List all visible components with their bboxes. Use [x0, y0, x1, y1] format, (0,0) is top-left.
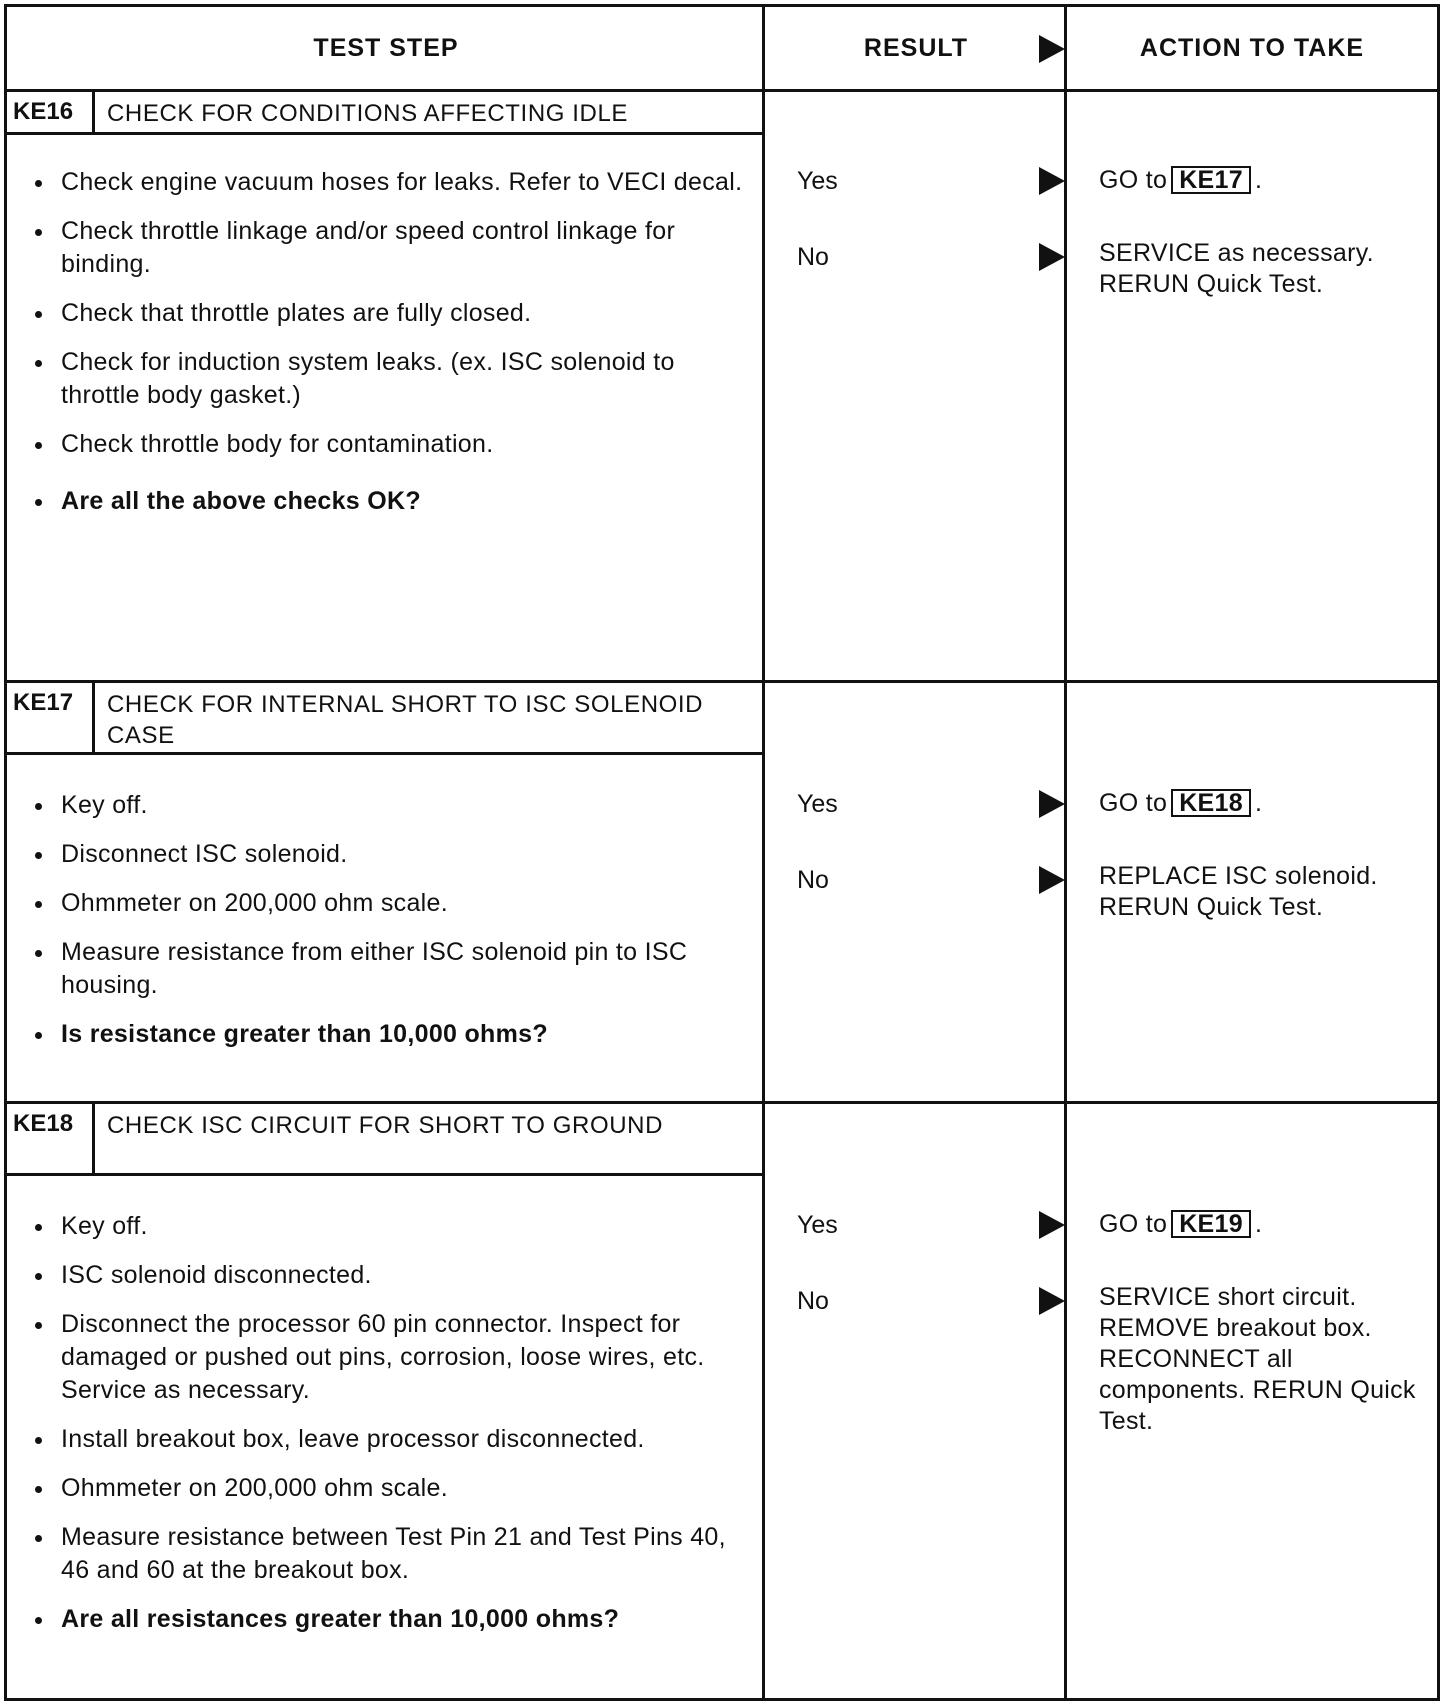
- bullet-icon: [35, 1486, 42, 1493]
- list-item-question: Is resistance greater than 10,000 ohms?: [7, 1018, 765, 1051]
- ke18-action-no: SERVICE short circuit. REMOVE breakout box. RECONNECT all components. RERUN Quick Test.: [1099, 1283, 1416, 1435]
- ke16-title: CHECK FOR CONDITIONS AFFECTING IDLE: [107, 100, 629, 127]
- ke17-action-no: REPLACE ISC solenoid. RERUN Quick Test.: [1099, 862, 1378, 921]
- ke18-step-list: [7, 1210, 765, 1636]
- ke16-step-list: [7, 166, 765, 518]
- ke16-code: KE16: [7, 92, 95, 132]
- bullet-icon: [35, 229, 42, 236]
- list-item: Check that throttle plates are fully closed.: [7, 297, 765, 330]
- header-action: ACTION TO TAKE: [1139, 33, 1365, 62]
- ke16-action-yes: GO to KE17 .: [1099, 166, 1263, 194]
- ke17-reference[interactable]: KE17: [1171, 166, 1251, 194]
- ke18-result-no: No: [797, 1284, 1067, 1318]
- bullet-icon: [35, 1032, 42, 1039]
- ke18-code: KE18: [7, 1104, 95, 1173]
- arrow-right-icon: [1039, 1211, 1065, 1239]
- bullet-icon: [35, 1322, 42, 1329]
- bullet-icon: [35, 1617, 42, 1624]
- bullet-icon: [35, 1437, 42, 1444]
- header-result: [765, 7, 1067, 89]
- bullet-icon: [35, 442, 42, 449]
- ke18-reference[interactable]: KE18: [1171, 789, 1251, 817]
- header-result-label: RESULT: [863, 33, 969, 62]
- ke17-title-row: [7, 683, 765, 755]
- list-item: Measure resistance from either ISC solenoid pin to ISC housing.: [7, 936, 765, 1002]
- ke17-title: CHECK FOR INTERNAL SHORT TO ISC SOLENOID CASE: [107, 691, 704, 749]
- ke16-result-no: No: [797, 240, 1067, 274]
- ke18-title: CHECK ISC CIRCUIT FOR SHORT TO GROUND: [107, 1112, 664, 1139]
- ke17-step-list: [7, 789, 765, 1051]
- arrow-right-icon: [1039, 35, 1065, 63]
- list-item: Ohmmeter on 200,000 ohm scale.: [7, 1472, 765, 1505]
- ke17-action-yes: GO to KE18 .: [1099, 789, 1263, 817]
- list-item: Measure resistance between Test Pin 21 and Test Pins 40, 46 and 60 at the breakout box.: [7, 1521, 765, 1587]
- list-item: Key off.: [7, 789, 765, 822]
- list-item: Check engine vacuum hoses for leaks. Refer to VECI decal.: [7, 166, 765, 199]
- list-item-question: Are all resistances greater than 10,000 ohms?: [7, 1603, 765, 1636]
- ke18-title-row: [7, 1104, 765, 1176]
- arrow-right-icon: [1039, 1287, 1065, 1315]
- bullet-icon: [35, 180, 42, 187]
- ke17-result-no: No: [797, 863, 1067, 897]
- bullet-icon: [35, 901, 42, 908]
- test-step-table: [4, 4, 1440, 1701]
- section-ke17: [7, 683, 1437, 1101]
- bullet-icon: [35, 1273, 42, 1280]
- bullet-icon: [35, 852, 42, 859]
- ke17-code: KE17: [7, 683, 95, 752]
- list-item: Check for induction system leaks. (ex. ISC solenoid to throttle body gasket.): [7, 346, 765, 412]
- ke16-action-no: SERVICE as necessary. RERUN Quick Test.: [1099, 239, 1374, 298]
- arrow-right-icon: [1039, 243, 1065, 271]
- list-item: Install breakout box, leave processor disconnected.: [7, 1423, 765, 1456]
- arrow-right-icon: [1039, 866, 1065, 894]
- list-item: Check throttle linkage and/or speed control linkage for binding.: [7, 215, 765, 281]
- ke17-result-yes: Yes: [797, 787, 1067, 821]
- ke18-result-yes: Yes: [797, 1208, 1067, 1242]
- bullet-icon: [35, 499, 42, 506]
- list-item: ISC solenoid disconnected.: [7, 1259, 765, 1292]
- bullet-icon: [35, 360, 42, 367]
- list-item: Ohmmeter on 200,000 ohm scale.: [7, 887, 765, 920]
- list-item-question: Are all the above checks OK?: [7, 485, 765, 518]
- bullet-icon: [35, 1535, 42, 1542]
- arrow-right-icon: [1039, 167, 1065, 195]
- arrow-right-icon: [1039, 790, 1065, 818]
- list-item: Disconnect the processor 60 pin connector. Inspect for damaged or pushed out pins, corrosion, loose wires, etc. Service as necessary.: [7, 1308, 765, 1407]
- bullet-icon: [35, 803, 42, 810]
- ke16-result-yes: Yes: [797, 164, 1067, 198]
- section-ke16: [7, 92, 1437, 689]
- header-test-step: TEST STEP: [313, 33, 459, 62]
- bullet-icon: [35, 1224, 42, 1231]
- ke18-action-yes: GO to KE19 .: [1099, 1210, 1263, 1238]
- section-ke18: [7, 1104, 1437, 1698]
- ke16-title-row: [7, 92, 765, 135]
- list-item: Disconnect ISC solenoid.: [7, 838, 765, 871]
- bullet-icon: [35, 950, 42, 957]
- bullet-icon: [35, 311, 42, 318]
- list-item: Key off.: [7, 1210, 765, 1243]
- list-item: Check throttle body for contamination.: [7, 428, 765, 461]
- ke19-reference[interactable]: KE19: [1171, 1210, 1251, 1238]
